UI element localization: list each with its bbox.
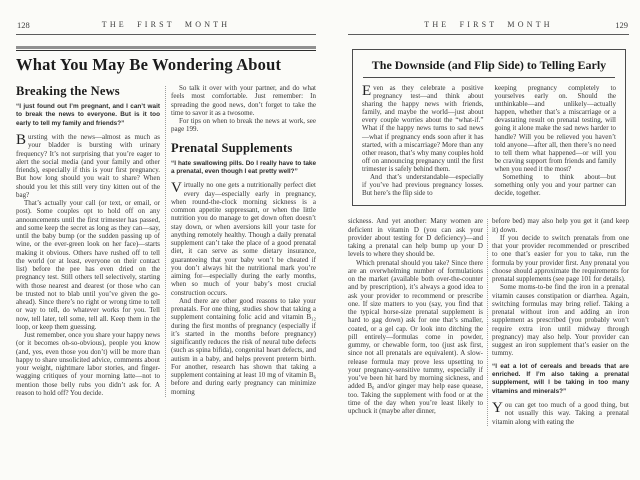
body-paragraph: [171, 181, 316, 297]
section-title: What You May Be Wondering About: [16, 55, 282, 74]
paragraph-text: irtually no one gets a nutritionally perfect diet every day—especially early in pregnancy, when round-the-clock morning sickness is a common appetite suppressant, or when the little nutrition you do manage to get down often doesn’t stay down, or when aversions kill your taste for anything remotely healthy. Though a daily prenatal supplement can’t take the place of a good prenatal diet, it can serve as some dietary insurance, guaranteeing that your baby won’t be cheated if you don’t always hit the nutritional mark you’re aiming for—especially during the early months, when so much of your baby’s most crucial construction occurs.: [171, 181, 316, 297]
sidebar-box-telling-early: [352, 49, 626, 206]
topic-heading-breaking-the-news: Breaking the News: [16, 84, 120, 98]
column-1: [16, 84, 160, 397]
drop-cap: E: [362, 83, 372, 99]
body-paragraph: [16, 133, 160, 199]
paragraph-text: ou can get too much of a good thing, but not usually this way. Taking a prenatal vitamin along with eating the: [492, 401, 629, 426]
column-divider: [487, 219, 488, 426]
header-rule: [16, 34, 316, 35]
column-divider: [165, 86, 166, 397]
header-rule: [348, 34, 629, 35]
body-paragraph: sickness. And yet another: Many women are deficient in vitamin D (you can ask your provider about testing for D deficiency)—and taking a prenatal can help bump up your D levels to where they should be.: [348, 217, 483, 259]
page-129: [348, 20, 629, 468]
reader-question: “I eat a lot of cereals and breads that are enriched. If I’m also taking a prenatal supplement, will I be taking in too many vitamins and minerals?”: [492, 362, 629, 395]
title-rule-thick: [16, 46, 316, 49]
box-column-1: [362, 84, 484, 197]
box-columns: [362, 84, 616, 197]
reader-question: “I hate swallowing pills. Do I really have to take a prenatal, even though I eat pretty well?”: [171, 159, 316, 175]
body-paragraph: Which prenatal should you take? Since there are an overwhelming number of formulations on the market (available both over-the-counter and by prescription), it’s always a good idea to ask your provider to recommend or prescribe one. If size matters to you (say, you find that the typical horse-size prenatal supplement is hard to gag down) ask for one that’s smaller, coated, or a gel cap. Or look into ditching the pill entirely—formulas come in powder, gummy, or chewable form, too (just ask first, since not all prenatals are equivalent). A slow-release formula may prove less upsetting to your pregnancy-sensitive tummy, especially if you’ve been hit hard by morning sickness, and added B₆ and/or ginger may help ease quease, too. Taking the supplement with food or at the time of the day when you’re least likely to upchuck it (maybe after dinner,: [348, 258, 483, 416]
topic-heading-prenatal-supplements: Prenatal Supplements: [171, 140, 293, 155]
body-paragraph: For tips on when to break the news at work, see page 199.: [171, 117, 316, 134]
body-paragraph: Something to think about—but something only you and your partner can decide, together.: [494, 173, 616, 198]
box-title-rule: [363, 77, 615, 78]
page-number: 128: [17, 20, 30, 30]
right-page-columns: [348, 217, 629, 426]
column-1: [348, 217, 483, 426]
body-paragraph: Some moms-to-be find the iron in a prenatal vitamin causes constipation or diarrhea. Again, switching formulas may bring relief. Taking a prenatal without iron and adding an iron supplement as prescribed (you probably won’t require extra iron until midway through pregnancy) may also help. Your provider can suggest an iron supplement that’s easier on the tummy.: [492, 283, 629, 358]
reader-question: “I just found out I’m pregnant, and I can’t wait to break the news to everyone. But is it too early to tell my family and friends?”: [16, 103, 160, 127]
body-paragraph: And that’s understandable—especially if you’ve had previous pregnancy losses. But here’s the flip side to: [362, 173, 484, 198]
box-column-2: [495, 84, 617, 197]
drop-cap: V: [171, 180, 182, 197]
drop-cap: B: [16, 132, 27, 149]
running-head: THE FIRST MONTH: [424, 20, 553, 29]
body-paragraph: before bed) may also help you get it (and keep it) down.: [492, 217, 629, 234]
body-paragraph: keeping pregnancy completely to yourselves early on. Should the unthinkable—and unlikely—actually happen, whether that’s a miscarriage or a devastating result on prenatal testing, will going it alone make the sad news harder to handle? Will you be relieved you haven’t told anyone—after all, then there’s no need to tell them what happened—or will you be craving support from friends and family when you need it the most?: [494, 84, 616, 173]
page-128: [16, 20, 316, 468]
drop-cap: Y: [492, 400, 503, 417]
body-paragraph: That’s actually your call (or text, or email, or post). Some couples opt to hold off on any announcements until the first trimester has passed, and some keep the secret as long as they can—say, until the baby bump (or the sudden passing up of wine, or the ever-green look on her face)—starts making it obvious. Others have rushed off to tell the world (or at least, everyone on their contact list) before the pee has even dried on the pregnancy test. Still others tell selectively, starting with those nearest and dearest (or those who can be trusted not to blab until you’ve given the go-ahead). Since there’s no right or wrong time to tell or way to tell, do whatever works for you. Tell now, tell later, tell some, tell all. Keep them in the loop, or keep them guessing.: [16, 199, 160, 331]
page-header: [348, 20, 629, 31]
page-header: [16, 20, 316, 31]
body-paragraph: [362, 84, 484, 173]
body-paragraph: Just remember, once you share your happy news (or it becomes oh-so-obvious), people you know (and, yes, even those you don’t) will be more than happy to share unsolicited advice, comments about your weight, nightmare labor stories, and finger-wagging critiques of your morning latte—not to mention those belly rubs you didn’t ask for. A reason to hold off? You decide.: [16, 331, 160, 397]
running-head: THE FIRST MONTH: [101, 20, 231, 29]
left-page-columns: [16, 84, 316, 397]
title-rule: [16, 46, 316, 51]
box-title: The Downside (and Flip Side) to Telling Early: [371, 58, 607, 72]
body-paragraph: If you decide to switch prenatals from one that your provider recommended or prescribed to one that’s easier for you to take, run the formula by your provider first. Any prenatal you choose should approximate the requirements for prenatal supplements (see page 101 for details).: [492, 233, 629, 284]
paragraph-text: ursting with the news—almost as much as your bladder is bursting with urinary frequency? It’s not surprising that you’re eager to alert the social media (and your family and other friends), especially if this is your first pregnancy. But how long should you wait to share? When should you let this still very tiny kitten out of the bag?: [16, 133, 160, 199]
column-2: [171, 84, 316, 397]
paragraph-text: ven as they celebrate a positive pregnancy test—and think about sharing the happy news with friends, family, and maybe the world—just about every couple worries about the “what-if.” What if the happy news turns to sad news—what if pregnancy ends soon after it has started, with a miscarriage? More than any other reason, that’s why many couples hold off on announcing pregnancy until the first trimester is safely behind them.: [362, 84, 484, 173]
page-number: 129: [615, 20, 628, 30]
body-paragraph: And there are other good reasons to take your prenatals. For one thing, studies show that taking a supplement containing folic acid and vitamin B₁₂ during the first months of pregnancy (especially if it’s started in the months before pregnancy) significantly reduces the risk of neural tube defects (such as spina bifida), congenital heart defects, and autism in a baby, and helps prevent preterm birth. For another, research has shown that taking a supplement containing at least 10 mg of vitamin B₆ before and during early pregnancy can minimize morning: [171, 296, 316, 396]
title-rule-thin: [16, 50, 316, 51]
column-2: [492, 217, 629, 426]
body-paragraph: So talk it over with your partner, and do what feels most comfortable. Just remember: In spreading the good news, don’t forget to take the time to savor it as a twosome.: [171, 84, 316, 117]
body-paragraph: [492, 401, 629, 426]
